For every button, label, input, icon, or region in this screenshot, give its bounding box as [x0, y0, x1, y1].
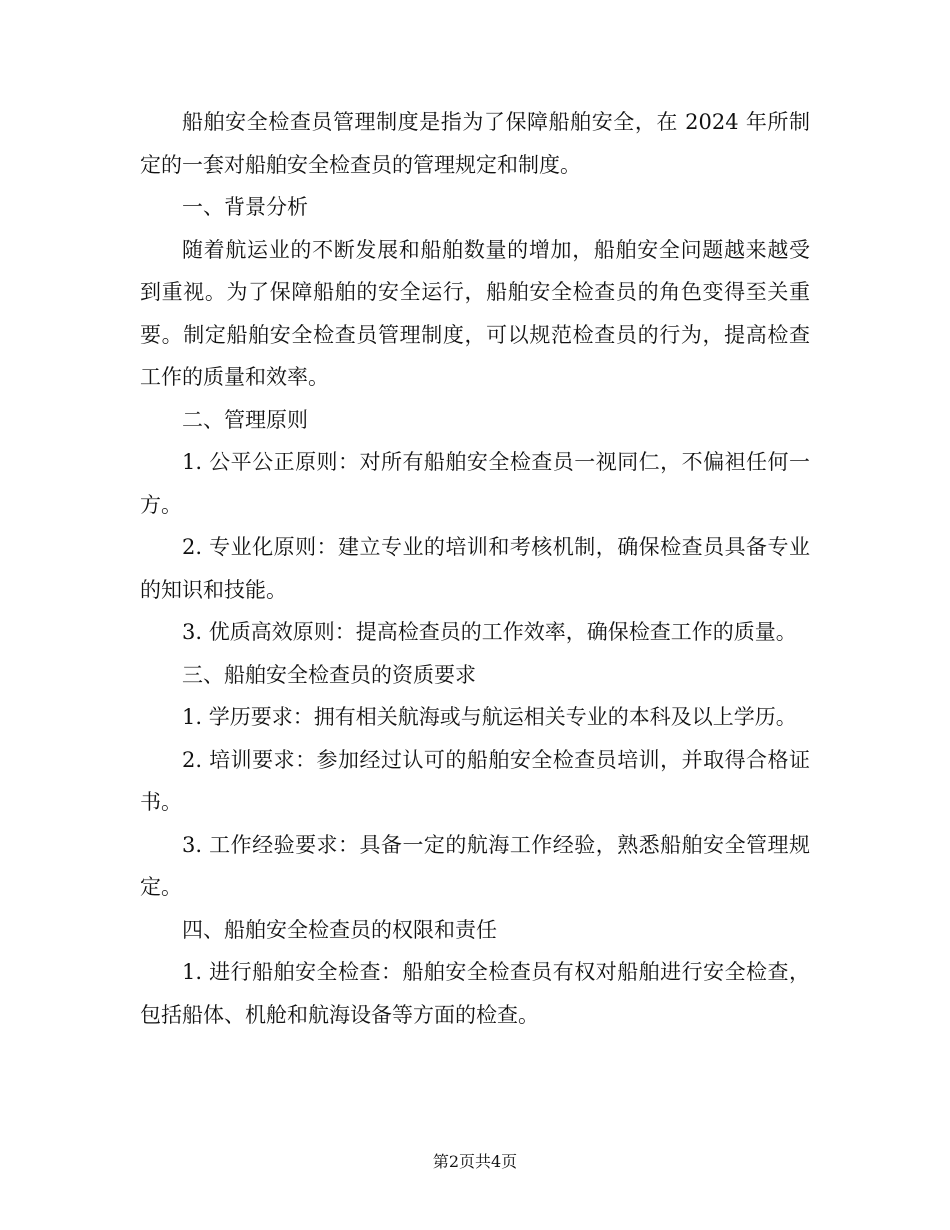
section-heading-principles: 二、管理原则 — [182, 407, 308, 432]
principle-item: 2. 专业化原则：建立专业的培训和考核机制，确保检查员具备专业的知识和技能。 — [140, 535, 810, 602]
section-heading-authority: 四、船舶安全检查员的权限和责任 — [182, 917, 497, 942]
page-number: 第2页共4页 — [432, 1152, 518, 1171]
document-body — [140, 101, 810, 1036]
authority-item: 1. 进行船舶安全检查：船舶安全检查员有权对船舶进行安全检查，包括船体、机舱和航海设备等方面的检查。 — [140, 960, 810, 1027]
qualification-item: 2. 培训要求：参加经过认可的船舶安全检查员培训，并取得合格证书。 — [140, 747, 810, 814]
qualification-item: 3. 工作经验要求：具备一定的航海工作经验，熟悉船舶安全管理规定。 — [140, 832, 810, 899]
section-heading-qualifications: 三、船舶安全检查员的资质要求 — [182, 662, 476, 687]
principle-item: 3. 优质高效原则：提高检查员的工作效率，确保检查工作的质量。 — [182, 620, 797, 644]
principle-item: 1. 公平公正原则：对所有船舶安全检查员一视同仁，不偏袒任何一方。 — [140, 450, 810, 517]
intro-paragraph: 船舶安全检查员管理制度是指为了保障船舶安全，在 2024 年所制定的一套对船舶安全检查员的管理规定和制度。 — [140, 110, 810, 177]
background-paragraph: 随着航运业的不断发展和船舶数量的增加，船舶安全问题越来越受到重视。为了保障船舶的安全运行，船舶安全检查员的角色变得至关重要。制定船舶安全检查员管理制度，可以规范检查员的行为，提高检查工作的质量和效率。 — [140, 237, 810, 389]
section-heading-background: 一、背景分析 — [182, 195, 308, 219]
qualification-item: 1. 学历要求：拥有相关航海或与航运相关专业的本科及以上学历。 — [182, 705, 797, 729]
